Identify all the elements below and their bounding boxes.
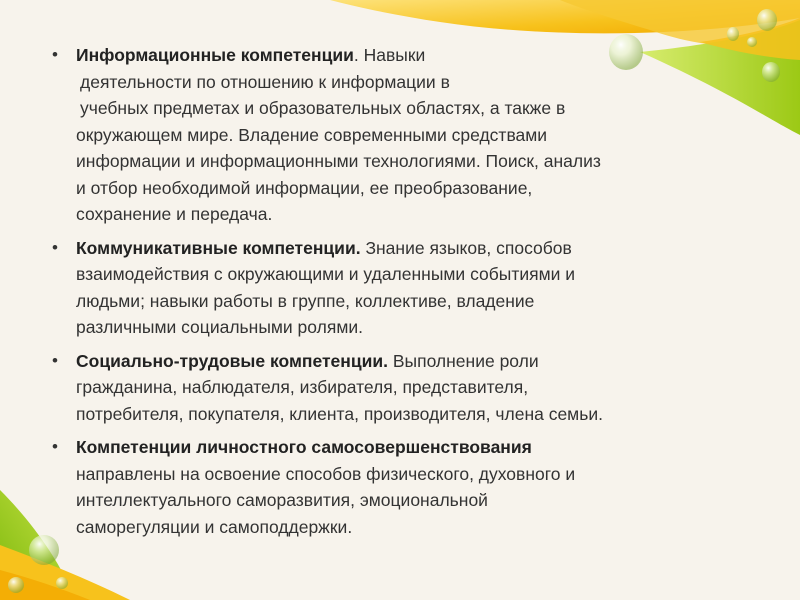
item-text: гражданина, наблюдателя, избирателя, представителя, — [76, 377, 529, 397]
bullet-icon: • — [52, 237, 58, 257]
item-text: людьми; навыки работы в группе, коллективе, владение — [76, 290, 535, 311]
item-text: . Навыки — [353, 45, 426, 65]
bullet-icon: • — [52, 437, 58, 456]
item-text: и отбор необходимой информации, ее преобразование, — [76, 177, 533, 198]
item-text: различными социальными ролями. — [76, 317, 363, 337]
list-item-self-improvement — [52, 434, 752, 540]
item-text: направлены на освоение способов физического, духовного и — [76, 463, 576, 484]
item-text: Выполнение роли — [387, 350, 539, 371]
competencies-list — [52, 42, 752, 540]
list-item-social-labor — [52, 348, 752, 428]
bullet-icon: • — [52, 350, 58, 370]
item-text: сохранение и передача. — [76, 204, 273, 224]
bullet-icon: • — [52, 45, 58, 64]
item-text: окружающем мире. Владение современными средствами — [76, 124, 548, 145]
item-text: интеллектуального саморазвития, эмоциональной — [76, 490, 488, 510]
item-text: деятельности по отношению к информации в — [80, 71, 450, 92]
item-text: учебных предметах и образовательных областях, а также в — [80, 98, 566, 118]
bullet-list-content — [52, 42, 752, 547]
item-text: саморегуляции и самоподдержки. — [76, 516, 353, 537]
item-title: Компетенции личностного самосовершенствования — [76, 437, 532, 457]
item-title: Коммуникативные компетенции. — [76, 237, 361, 258]
item-text: Знание языков, способов — [360, 237, 572, 258]
item-text: информации и информационными технологиями. Поиск, анализ — [76, 151, 601, 171]
item-title: Социально-трудовые компетенции. — [76, 350, 388, 371]
list-item-communication — [52, 235, 752, 341]
item-text: взаимодействия с окружающими и удаленными событиями и — [76, 264, 576, 284]
item-title: Информационные компетенции — [76, 45, 354, 65]
list-item-information — [52, 42, 752, 228]
item-text: потребителя, покупателя, клиента, производителя, члена семьи. — [76, 403, 603, 424]
